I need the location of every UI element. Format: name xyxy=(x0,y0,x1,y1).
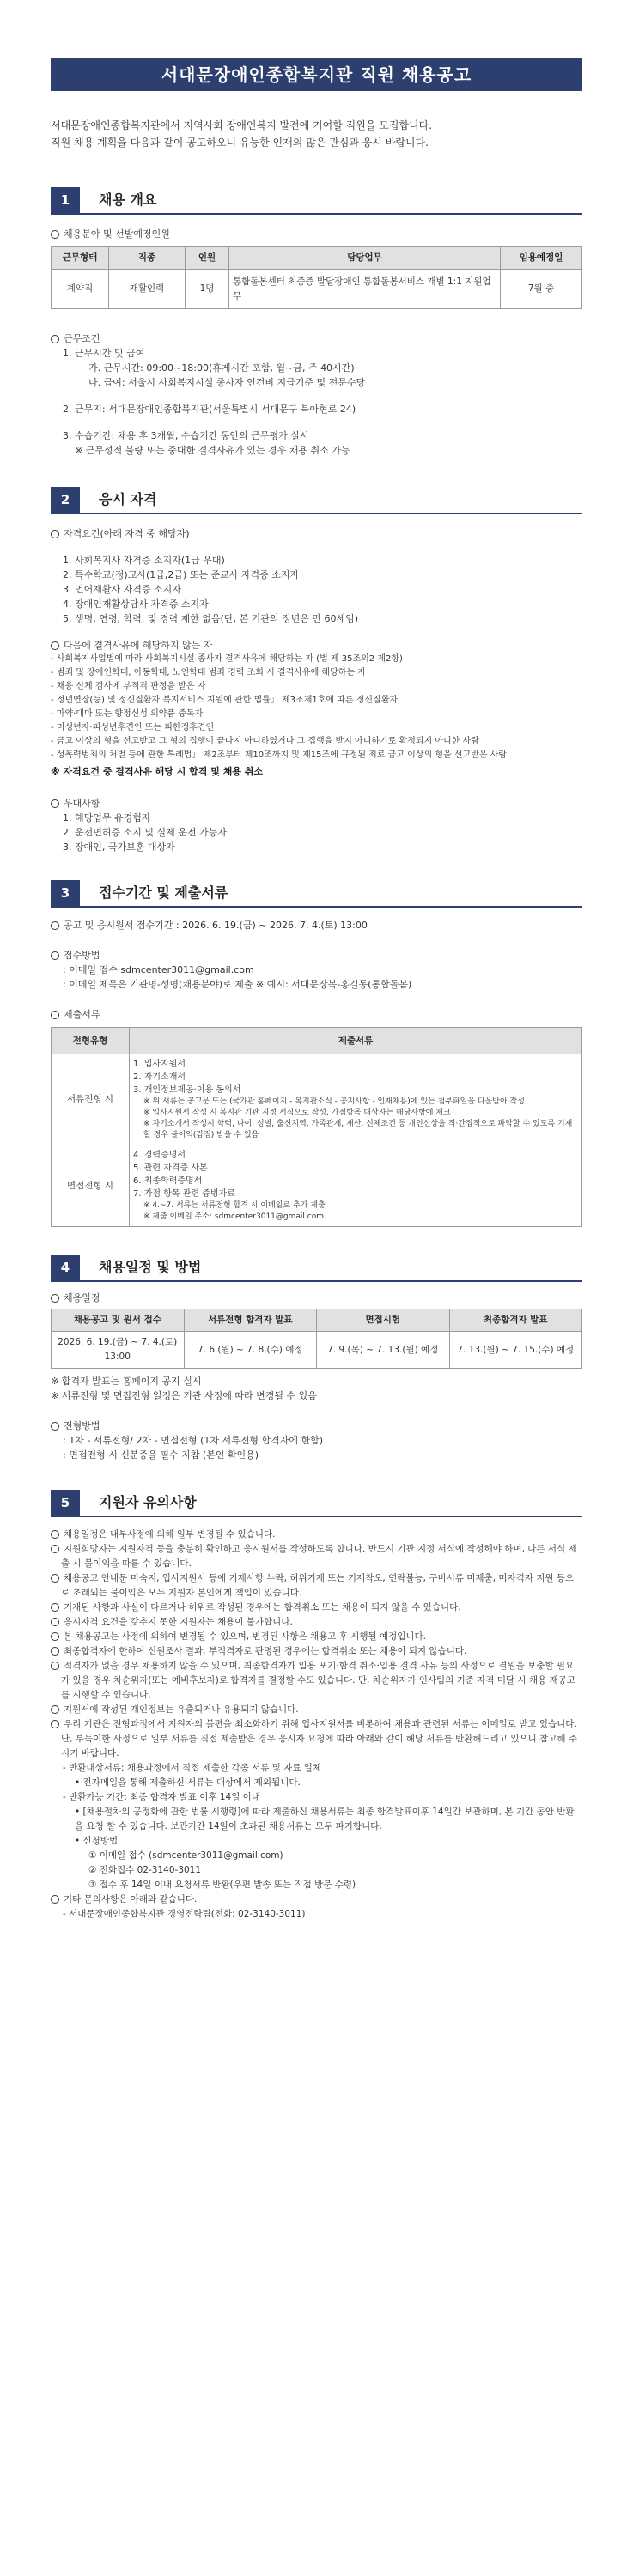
doc-note: ※ 제출 이메일 주소: sdmcenter3011@gmail.com xyxy=(143,1212,324,1221)
table-header: 임용예정일 xyxy=(501,247,582,270)
circle-bullet-icon xyxy=(51,1720,59,1728)
table-cell: 재활인력 xyxy=(109,270,186,309)
text-line: ※ 근무성적 불량 또는 중대한 결격사유가 있는 경우 채용 취소 가능 xyxy=(75,445,350,456)
circle-bullet-icon xyxy=(51,1574,59,1583)
section-1-body xyxy=(51,227,582,458)
circle-bullet-icon xyxy=(51,921,59,930)
text-line: 나. 급여: 서울시 사회복지시설 종사자 인건비 지급기준 및 전문수당 xyxy=(88,377,366,388)
circle-bullet-icon xyxy=(51,1632,59,1641)
text-line: 1. 사회복지사 자격증 소지자(1급 우대) xyxy=(63,555,225,566)
item-title-text: 자격요건(아래 자격 중 해당자) xyxy=(64,528,190,539)
circle-bullet-icon xyxy=(51,1011,59,1019)
doc-note: ※ 4.~7. 서류는 서류전형 합격 시 이메일로 추가 제출 xyxy=(143,1201,326,1210)
circle-bullet-icon xyxy=(51,1662,59,1670)
notice-item xyxy=(51,1659,582,1703)
section-2-body xyxy=(51,526,582,854)
notice-subitem: - 반환대상서류: 채용과정에서 직접 제출한 각종 서류 및 자료 일체 xyxy=(63,1763,322,1773)
table-cell: 7. 13.(월) ~ 7. 15.(수) 예정 xyxy=(449,1332,582,1369)
section-title: 지원자 유의사항 xyxy=(99,1494,197,1510)
documents-table xyxy=(51,1027,582,1227)
circle-bullet-icon xyxy=(51,1603,59,1612)
text-line: 4. 장애인재활상담사 자격증 소지자 xyxy=(63,598,209,610)
doc-item: 2. 자기소개서 xyxy=(133,1072,186,1082)
table-header-row xyxy=(52,1309,582,1332)
section-header-2 xyxy=(51,487,582,514)
text-line: 2. 근무지: 서대문장애인종합복지관(서울특별시 서대문구 북아현로 24) xyxy=(63,404,356,415)
doc-item: 6. 최종학력증명서 xyxy=(133,1176,203,1186)
notice-text: 지원서에 작성된 개인정보는 유출되거나 유용되지 않습니다. xyxy=(64,1704,299,1715)
item-title-text: 채용일정 xyxy=(64,1292,100,1303)
text-line: - 사회복지사업법에 따라 사회복지시설 종사자 결격사유에 해당하는 자 (법 제 35조의2 제2항) xyxy=(51,654,403,664)
table-header: 면접시험 xyxy=(317,1309,450,1332)
text-line: 1. 근무시간 및 급여 xyxy=(63,348,145,359)
table-cell xyxy=(130,1145,582,1227)
notice-subitem: - 반환가능 기간: 최종 합격자 발표 이후 14일 이내 xyxy=(63,1792,260,1802)
notice-text: 본 채용공고는 사정에 의하여 변경될 수 있으며, 변경된 사항은 채용고 후 시행될 예정입니다. xyxy=(64,1631,427,1642)
notice-text: 최종합격자에 한하여 신원조사 결과, 부적격자로 판명된 경우에는 합격취소 또는 채용이 되지 않습니다. xyxy=(64,1646,467,1656)
section-header-3 xyxy=(51,880,582,908)
section-header-4 xyxy=(51,1255,582,1282)
text-line: : 면접전형 시 신분증을 필수 지참 (본인 확인용) xyxy=(63,1449,259,1461)
circle-bullet-icon xyxy=(51,1530,59,1539)
circle-bullet-icon xyxy=(51,1647,59,1656)
table-header: 최종합격자 발표 xyxy=(449,1309,582,1332)
item-title xyxy=(51,796,582,811)
item-title-text: 우대사항 xyxy=(64,798,100,809)
circle-bullet-icon xyxy=(51,230,59,239)
section-title: 채용 개요 xyxy=(99,191,157,208)
notice-text: 지원희망자는 지원자격 등을 충분히 확인하고 응시원서를 작성하도록 합니다. 반드시 기관 지정 서식에 작성해야 하며, 다른 서식 제출 시 불이익을 따를 수 있습니다. xyxy=(61,1544,577,1569)
item-title xyxy=(51,227,582,241)
intro-line: 서대문장애인종합복지관에서 지역사회 장애인복지 발전에 기여할 직원을 모집합니다. xyxy=(51,119,433,131)
text-line: - 마약·대마 또는 향정신성 의약품 중독자 xyxy=(51,709,204,719)
table-header: 채용공고 및 원서 접수 xyxy=(52,1309,185,1332)
notice-text: 우리 기관은 전형과정에서 지원자의 불편을 최소화하기 위해 입사지원서를 비롯하여 채용과 관련된 서류는 이메일로 받고 있습니다. 단, 부득이한 사정으로 일부 서류를 직접 제출받은 경우 응시자 요청에 따라 아래와 같이 해당 서류를 반환해드리고 있으니 참고해 주시기 바랍니다. xyxy=(61,1719,577,1759)
table-row xyxy=(52,1054,582,1145)
item-title xyxy=(51,918,582,933)
section-header-5 xyxy=(51,1490,582,1517)
table-cell: 계약직 xyxy=(52,270,109,309)
notice-text: 기재된 사항과 사실이 다르거나 허위로 작성된 경우에는 합격취소 또는 채용이 되지 않을 수 있습니다. xyxy=(64,1602,461,1613)
section-number: 4 xyxy=(51,1255,80,1280)
table-header: 인원 xyxy=(186,247,229,270)
notice-subitem: • 전자메일을 통해 제출하신 서류는 대상에서 제외됩니다. xyxy=(75,1777,301,1788)
table-header: 서류전형 합격자 발표 xyxy=(184,1309,317,1332)
text-line: 3. 장애인, 국가보훈 대상자 xyxy=(63,841,175,853)
position-table xyxy=(51,246,582,309)
section-number: 1 xyxy=(51,187,80,213)
item-title xyxy=(51,1291,582,1305)
notice-item xyxy=(51,1893,582,1907)
notice-text: 기타 문의사항은 아래와 같습니다. xyxy=(64,1894,198,1905)
notice-item xyxy=(51,1528,582,1542)
text-line: - 미성년자·피성년후견인 또는 피한정후견인 xyxy=(51,723,215,732)
circle-bullet-icon xyxy=(51,799,59,808)
table-header: 근무형태 xyxy=(52,247,109,270)
section-number: 2 xyxy=(51,487,80,513)
text-line: 3. 수습기간: 채용 후 3개월, 수습기간 동안의 근무평가 실시 xyxy=(63,430,309,441)
doc-item: 5. 관련 자격증 사본 xyxy=(133,1163,208,1173)
section-header-1 xyxy=(51,187,582,215)
table-row xyxy=(52,1145,582,1227)
notice-text: 응시자격 요건을 갖추지 못한 지원자는 채용이 불가합니다. xyxy=(64,1617,293,1627)
circle-bullet-icon xyxy=(51,641,59,650)
text-line: 2. 특수학교(정)교사(1급,2급) 또는 준교사 자격증 소지자 xyxy=(63,569,300,580)
text-line: - 금고 이상의 형을 선고받고 그 형의 집행이 끝나지 아니하였거나 그 집행을 받지 아니하기로 확정되지 아니한 사람 xyxy=(51,737,479,746)
doc-item: 7. 가점 항목 관련 증빙자료 xyxy=(133,1189,235,1199)
table-cell: 7월 중 xyxy=(501,270,582,309)
notice-subitem: ① 이메일 접수 (sdmcenter3011@gmail.com) xyxy=(88,1850,283,1861)
item-title-text: 제출서류 xyxy=(64,1009,100,1020)
circle-bullet-icon xyxy=(51,1294,59,1303)
doc-item: 3. 개인정보제공·이용 동의서 xyxy=(133,1085,241,1095)
item-title xyxy=(51,948,582,963)
text-line: : 1차 - 서류전형/ 2차 - 면접전형 (1차 서류전형 합격자에 한함) xyxy=(63,1435,324,1446)
doc-item: 4. 경력증명서 xyxy=(133,1151,186,1160)
table-cell xyxy=(130,1054,582,1145)
table-row xyxy=(52,1332,582,1369)
table-header: 제출서류 xyxy=(130,1028,582,1054)
notice-item xyxy=(51,1630,582,1644)
section-title: 접수기간 및 제출서류 xyxy=(99,884,228,901)
item-title-text: 접수방법 xyxy=(64,950,100,961)
doc-item: 1. 입사지원서 xyxy=(133,1060,186,1069)
notice-subitem: ② 전화접수 02-3140-3011 xyxy=(88,1865,202,1875)
circle-bullet-icon xyxy=(51,1705,59,1714)
table-cell: 통합돌봄센터 최중증 발달장애인 통합돌봄서비스 개별 1:1 지원업무 xyxy=(229,270,501,309)
notice-item xyxy=(51,1542,582,1571)
schedule-note: ※ 합격자 발표는 홈페이지 공지 실시 xyxy=(51,1376,202,1387)
circle-bullet-icon xyxy=(51,951,59,960)
item-title-text: 근무조건 xyxy=(64,333,100,344)
notice-subitem: • [채용절차의 공정화에 관한 법률 시행령]에 따라 제출하신 채용서류는 최종 합격발표이후 14일간 보관하며, 본 기간 동안 반환을 요청 할 수 있습니다. 보관기간 14일이 초과된 채용서류는 모두 파기합니다. xyxy=(75,1807,575,1832)
item-title xyxy=(51,638,582,653)
section-number: 3 xyxy=(51,880,80,906)
text-line: 3. 언어재활사 자격증 소지자 xyxy=(63,584,181,595)
circle-bullet-icon xyxy=(51,1422,59,1431)
doc-note: ※ 입사지원서 작성 시 복지관 기관 지정 서식으로 작성, 가점항목 대상자는 해당사항에 체크 xyxy=(143,1109,451,1117)
table-cell: 7. 6.(월) ~ 7. 8.(수) 예정 xyxy=(184,1332,317,1369)
table-header-row xyxy=(52,247,582,270)
page-title: 서대문장애인종합복지관 직원 채용공고 xyxy=(51,58,582,91)
notice-item xyxy=(51,1717,582,1761)
notice-item xyxy=(51,1703,582,1717)
notice-subitem: • 신청방법 xyxy=(75,1836,119,1846)
circle-bullet-icon xyxy=(51,335,59,343)
item-title-text: 다음에 결격사유에 해당하지 않는 자 xyxy=(64,640,213,651)
circle-bullet-icon xyxy=(51,1545,59,1553)
table-header: 직종 xyxy=(109,247,186,270)
circle-bullet-icon xyxy=(51,1895,59,1904)
circle-bullet-icon xyxy=(51,530,59,538)
text-line: : 이메일 제목은 기관명-성명(채용분야)로 제출 ※ 예시: 서대문장복-홍길동(통합돌봄) xyxy=(63,979,412,990)
warning-note: ※ 자격요건 중 결격사유 해당 시 합격 및 채용 취소 xyxy=(51,766,264,777)
doc-note: ※ 위 서류는 공고문 또는 (국가관 홈페이지 - 복지관소식 - 공지사항 - 인재채용)에 있는 첨부파일을 다운받아 작성 xyxy=(143,1097,525,1106)
notice-item xyxy=(51,1644,582,1659)
notice-item xyxy=(51,1571,582,1601)
text-line: : 이메일 접수 sdmcenter3011@gmail.com xyxy=(63,964,254,975)
section-title: 응시 자격 xyxy=(99,491,157,507)
section-title: 채용일정 및 방법 xyxy=(99,1259,202,1275)
table-row xyxy=(52,270,582,309)
text-line: 2. 운전면허증 소지 및 실제 운전 가능자 xyxy=(63,827,227,838)
text-line: - 성폭력범죄의 처벌 등에 관한 특례법」 제2조부터 제10조까지 및 제15조에 규정된 죄로 금고 이상의 형을 선고받은 사람 xyxy=(51,750,507,760)
item-title xyxy=(51,1007,582,1022)
intro-text xyxy=(51,117,582,151)
notice-subitem: ③ 접수 후 14일 이내 요청서류 반환(우편 발송 또는 직접 방문 수령) xyxy=(88,1880,356,1890)
text-line: 가. 근무시간: 09:00~18:00(휴게시간 포함, 월~금, 주 40시간) xyxy=(88,362,355,374)
schedule-note: ※ 서류전형 및 면접전형 일정은 기관 사정에 따라 변경될 수 있음 xyxy=(51,1390,317,1401)
section-5-body xyxy=(51,1528,582,1922)
table-cell: 면접전형 시 xyxy=(52,1145,130,1227)
notice-text: 채용공고 안내문 미숙지, 입사지원서 등에 기재사항 누락, 허위기재 또는 기재착오, 연락불능, 구비서류 미제출, 미자격자 지원 등으로 초래되는 불이익은 모두 지원자 본인에게 책임이 있습니다. xyxy=(61,1573,575,1598)
item-title-text: 전형방법 xyxy=(64,1420,100,1431)
item-title-text: 공고 및 응시원서 접수기간 : 2026. 6. 19.(금) ~ 2026. 7. 4.(토) 13:00 xyxy=(64,920,368,931)
text-line: 5. 생명, 연령, 학력, 및 경력 제한 없음(단, 본 기관의 정년은 만 60세임) xyxy=(63,613,359,624)
table-header-row xyxy=(52,1028,582,1054)
schedule-table xyxy=(51,1309,582,1369)
item-title xyxy=(51,331,582,346)
text-line: - 범죄 및 장애인학대, 아동학대, 노인학대 범죄 경력 조회 시 결격사유에 해당하는 자 xyxy=(51,668,366,677)
notice-item xyxy=(51,1601,582,1615)
table-cell: 1명 xyxy=(186,270,229,309)
table-header: 전형유형 xyxy=(52,1028,130,1054)
section-3-body xyxy=(51,918,582,1227)
section-number: 5 xyxy=(51,1490,80,1516)
table-header: 담당업무 xyxy=(229,247,501,270)
section-4-body xyxy=(51,1291,582,1462)
text-line: - 정년연장(등) 및 정신질환자 복지서비스 지원에 관한 법률」 제3조제1호에 따른 정신질환자 xyxy=(51,696,399,705)
notice-text: 채용일정은 내부사정에 의해 일부 변경될 수 있습니다. xyxy=(64,1529,276,1540)
notice-text: 적격자가 없을 경우 채용하지 않을 수 있으며, 최종합격자가 임용 포기·합격 취소·임용 결격 사유 등의 사정으로 결원을 보충할 필요가 있을 경우 차순위자(또는 예비후보자)로 합격자를 결정할 수도 있습니다. 단, 차순위자가 인사팀의 기준 자격 미달 시 채용 재공고를 시행할 수 있습니다. xyxy=(61,1661,576,1700)
text-line: 1. 해당업무 유경험자 xyxy=(63,812,151,823)
table-cell: 서류전형 시 xyxy=(52,1054,130,1145)
item-title xyxy=(51,526,582,541)
intro-line: 직원 채용 계획을 다음과 같이 공고하오니 유능한 인재의 많은 관심과 응시 바랍니다. xyxy=(51,137,429,149)
doc-note: ※ 자기소개서 작성시 학력, 나이, 성별, 출신지역, 가족관계, 재산, 신체조건 등 개인신상을 직·간접적으로 파악할 수 있도록 기재할 경우 불이익(감점) 받을 수 있음 xyxy=(143,1120,573,1139)
notice-subitem: - 서대문장애인종합복지관 경영전략팀(전화: 02-3140-3011) xyxy=(63,1909,306,1919)
circle-bullet-icon xyxy=(51,1618,59,1626)
item-title xyxy=(51,1419,582,1433)
notice-item xyxy=(51,1615,582,1630)
table-cell: 7. 9.(목) ~ 7. 13.(월) 예정 xyxy=(317,1332,450,1369)
table-cell: 2026. 6. 19.(금) ~ 7. 4.(토) 13:00 xyxy=(52,1332,185,1369)
text-line: - 채용 신체 검사에 부적격 판정을 받은 자 xyxy=(51,682,206,691)
item-title-text: 채용분야 및 선발예정인원 xyxy=(64,228,170,240)
